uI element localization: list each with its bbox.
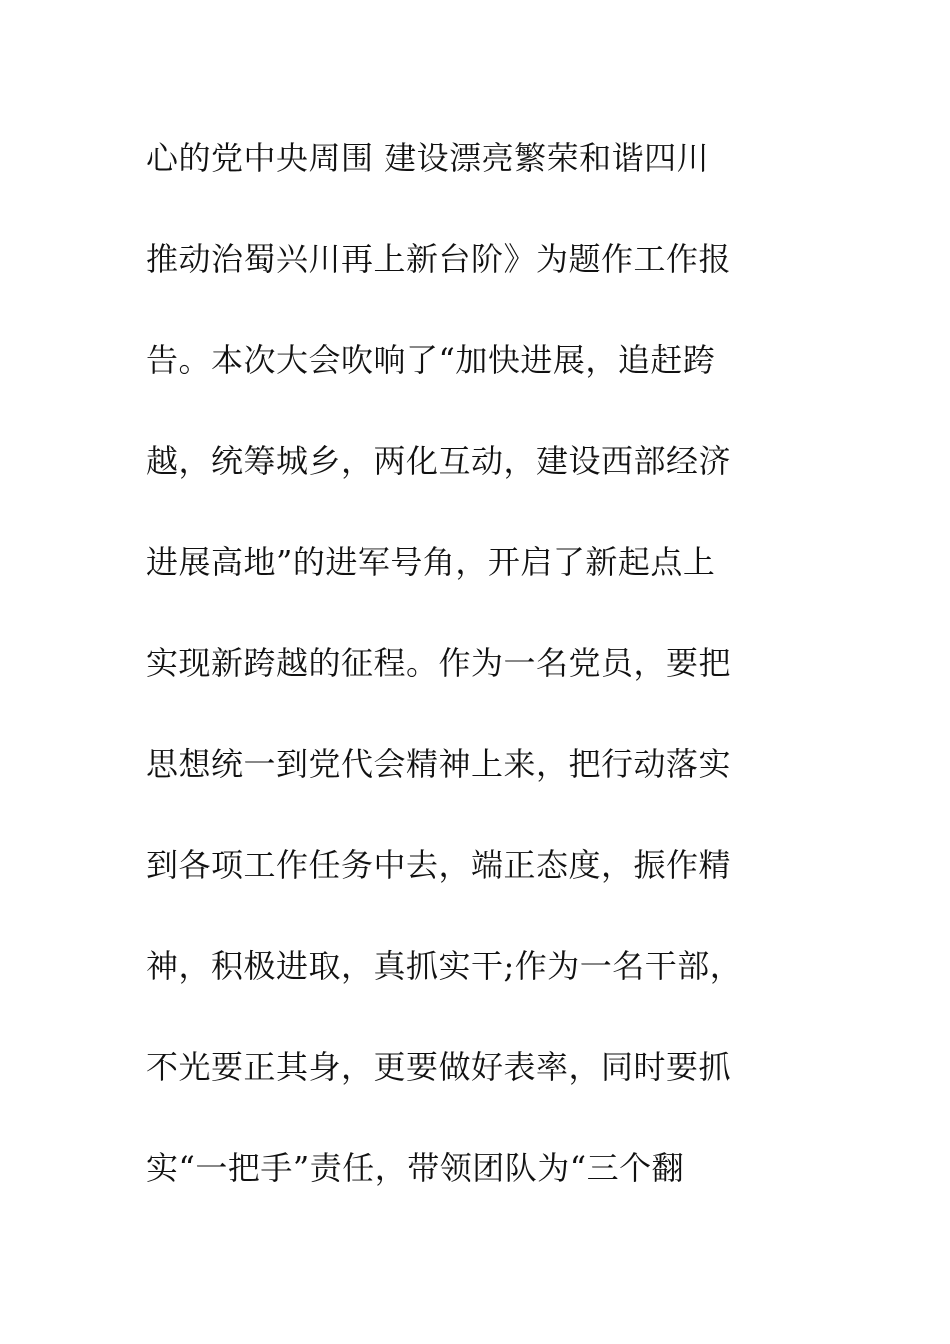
body-text — [146, 126, 796, 1237]
text-line: 进展高地”的进军号角，开启了新起点上 — [146, 543, 716, 581]
text-line: 到各项工作任务中去，端正态度，振作精 — [146, 846, 732, 884]
text-line: 越，统筹城乡，两化互动，建设西部经济 — [146, 442, 732, 480]
text-line: 心的党中央周围 建设漂亮繁荣和谐四川 — [146, 139, 710, 177]
text-line: 实“一把手”责任，带领团队为“三个翻 — [146, 1149, 685, 1187]
text-line: 实现新跨越的征程。作为一名党员，要把 — [146, 644, 732, 682]
text-line: 推动治蜀兴川再上新台阶》为题作工作报 — [146, 240, 732, 278]
text-line: 思想统一到党代会精神上来，把行动落实 — [146, 745, 732, 783]
text-line: 神，积极进取，真抓实干;作为一名干部， — [146, 947, 743, 985]
text-line: 不光要正其身，更要做好表率，同时要抓 — [146, 1048, 732, 1086]
text-line: 告。本次大会吹响了“加快进展，追赶跨 — [146, 341, 716, 379]
